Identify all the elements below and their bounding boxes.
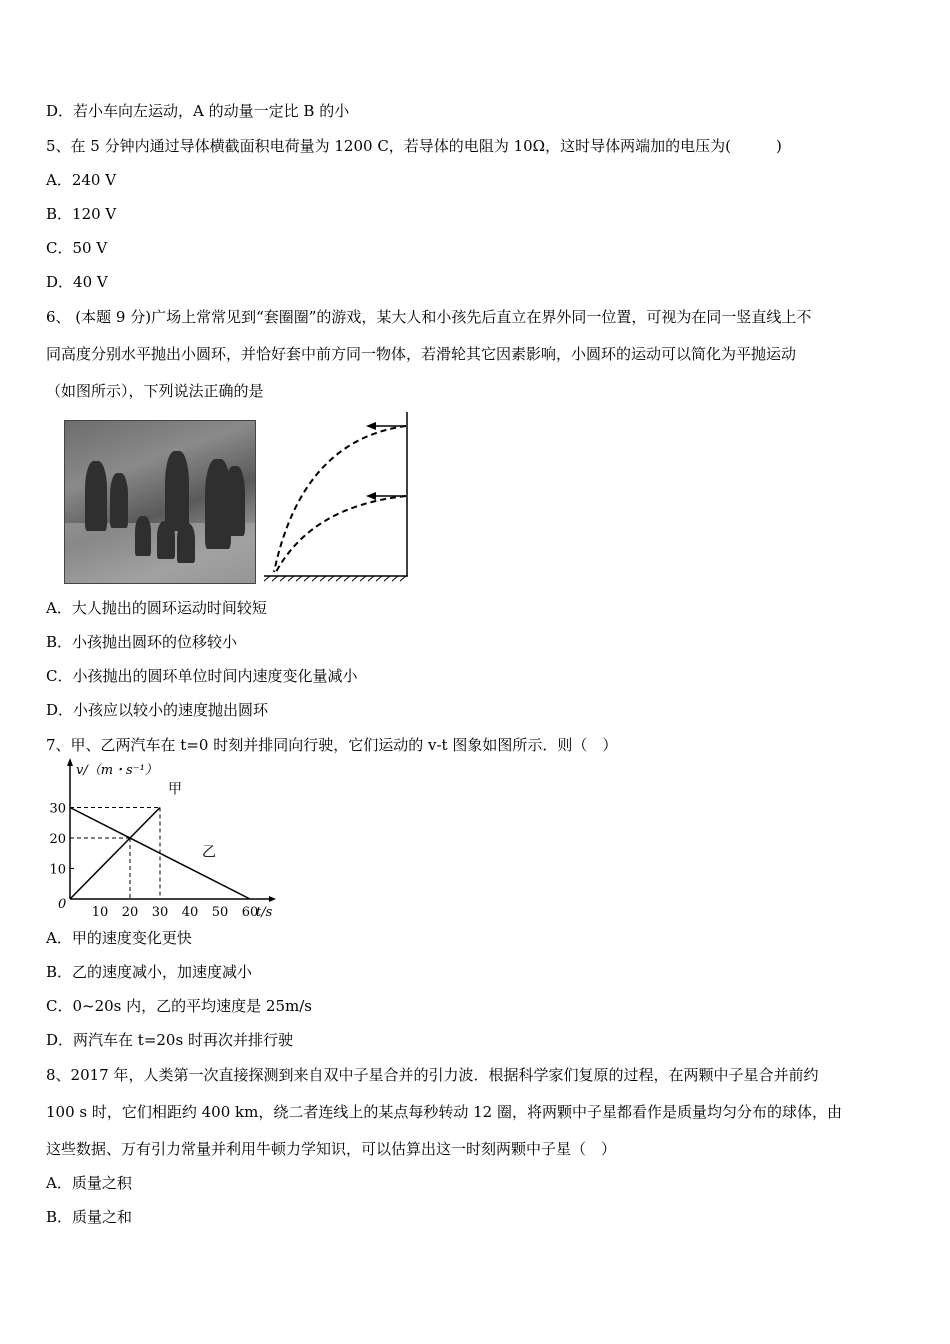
y-axis-label: v/（m・s⁻¹）: [76, 763, 158, 778]
vt-chart: [40, 758, 300, 920]
y-tick-label: 10: [49, 862, 66, 878]
q6-option-b: B．小孩抛出圆环的位移较小: [46, 633, 238, 651]
x-axis-arrow: [269, 896, 276, 902]
q8-option-a: A．质量之积: [46, 1174, 132, 1192]
origin-label: 0: [58, 897, 67, 912]
series-line-jia: [70, 808, 160, 900]
q6-option-d: D．小孩应以较小的速度抛出圆环: [46, 701, 269, 719]
q7-option-a: A．甲的速度变化更快: [46, 929, 192, 947]
q6-option-c: C．小孩抛出的圆环单位时间内速度变化量减小: [46, 667, 358, 685]
q5-option-a: A．240 V: [46, 171, 117, 189]
y-axis-arrow: [67, 758, 73, 766]
y-tick-label: 30: [49, 801, 66, 817]
x-tick-label: 20: [121, 905, 139, 920]
x-axis-label: t/s: [256, 905, 273, 920]
q5-option-c: C．50 V: [46, 239, 108, 257]
q6-stem-line1: 6、 (本题 9 分)广场上常常见到“套圈圈”的游戏，某大人和小孩先后直立在界外同一位置，可视为在同一竖直线上不: [46, 308, 812, 326]
q7-option-d: D．两汽车在 t=20s 时再次并排行驶: [46, 1031, 293, 1049]
q6-stem-line3: （如图所示），下列说法正确的是: [46, 382, 264, 400]
x-tick-label: 40: [181, 905, 199, 920]
q5-option-d: D．40 V: [46, 273, 108, 291]
q8-option-b: B．质量之和: [46, 1208, 133, 1226]
q8-stem-line2: 100 s 时，它们相距约 400 km，绕二者连线上的某点每秒转动 12 圈，将两颗中子星都看作是质量均匀分布的球体，由: [46, 1103, 842, 1121]
q7-stem: 7、甲、乙两汽车在 t=0 时刻并排同向行驶，它们运动的 v-t 图象如图所示．则（ ）: [46, 736, 618, 754]
q5-stem: 5、在 5 分钟内通过导体横截面积电荷量为 1200 C，若导体的电阻为 10Ω，这时导体两端加的电压为( ): [46, 137, 782, 155]
y-tick-label: 20: [49, 832, 66, 847]
series-label-jia: 甲: [168, 781, 182, 798]
q8-stem-line1: 8、2017 年，人类第一次直接探测到来自双中子星合并的引力波．根据科学家们复原的过程，在两颗中子星合并前约: [46, 1066, 819, 1084]
q7-option-b: B．乙的速度减小，加速度减小: [46, 963, 253, 981]
q4-option-d: D．若小车向左运动，A 的动量一定比 B 的小: [46, 102, 350, 120]
q6-stem-line2: 同高度分别水平抛出小圆环，并恰好套中前方同一物体，若滑轮其它因素影响，小圆环的运动可以简化为平抛运动: [46, 345, 797, 363]
q7-option-c: C．0~20s 内，乙的平均速度是 25m/s: [46, 997, 312, 1015]
x-tick-label: 50: [211, 905, 229, 920]
x-tick-label: 10: [91, 905, 109, 920]
ring-toss-photo: [64, 420, 256, 584]
series-label-yi: 乙: [202, 844, 216, 861]
x-tick-label: 30: [151, 905, 169, 920]
q6-option-a: A．大人抛出的圆环运动时间较短: [46, 599, 267, 617]
q5-option-b: B．120 V: [46, 205, 117, 223]
q8-stem-line3: 这些数据、万有引力常量并利用牛顿力学知识，可以估算出这一时刻两颗中子星（ ）: [46, 1140, 617, 1158]
x-tick-label: 60: [241, 905, 259, 920]
projectile-diagram: [262, 410, 412, 582]
